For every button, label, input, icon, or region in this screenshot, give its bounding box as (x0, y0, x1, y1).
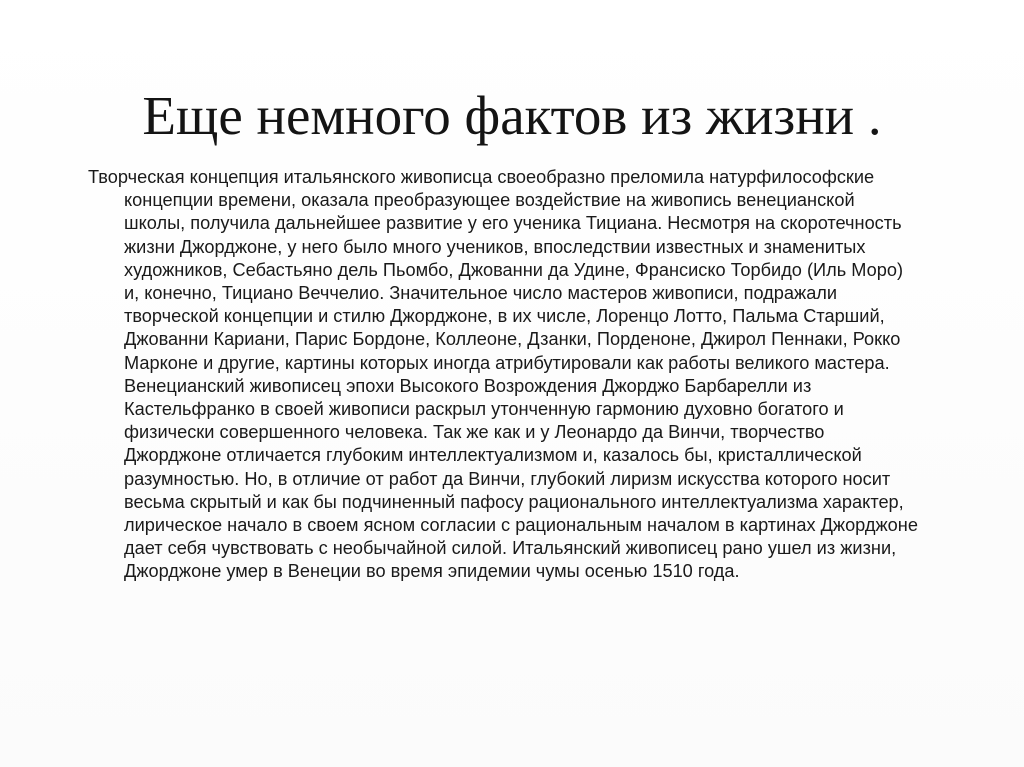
slide-title: Еще немного фактов из жизни . (142, 85, 882, 146)
slide-body (88, 166, 918, 584)
body-paragraph: Творческая концепция итальянского живописца своеобразно преломила натурфилософские концепции времени, оказала преобразующее воздействие на живопись венецианской школы, получила дальнейшее развитие у его ученика Тициана. Несмотря на скоротечность жизни Джорджоне, у него было много учеников, впоследствии известных и знаменитых художников, Себастьяно дель Пьомбо, Джованни да Удине, Франсиско Торбидо (Иль Моро) и, конечно, Тициано Веччелио. Значительное число мастеров живописи, подражали творческой концепции и стилю Джорджоне, в их числе, Лоренцо Лотто, Пальма Старший, Джованни Кариани, Парис Бордоне, Коллеоне, Дзанки, Порденоне, Джирол Пеннаки, Рокко Марконе и другие, картины которых иногда атрибутировали как работы великого мастера. Венецианский живописец эпохи Высокого Возрождения Джорджо Барбарелли из Кастельфранко в своей живописи раскрыл утонченную гармонию духовно богатого и физически совершенного человека. Так же как и у Леонардо да Винчи, творчество Джорджоне отличается глубоким интеллектуализмом и, казалось бы, кристаллической разумностью. Но, в отличие от работ да Винчи, глубокий лиризм искусства которого носит весьма скрытый и как бы подчиненный пафосу рационального интеллектуализма характер, лирическое начало в своем ясном согласии с рациональным началом в картинах Джорджоне дает себя чувствовать с необычайной силой. Итальянский живописец рано ушел из жизни, Джорджоне умер в Венеции во время эпидемии чумы осенью 1510 года. (88, 167, 918, 582)
